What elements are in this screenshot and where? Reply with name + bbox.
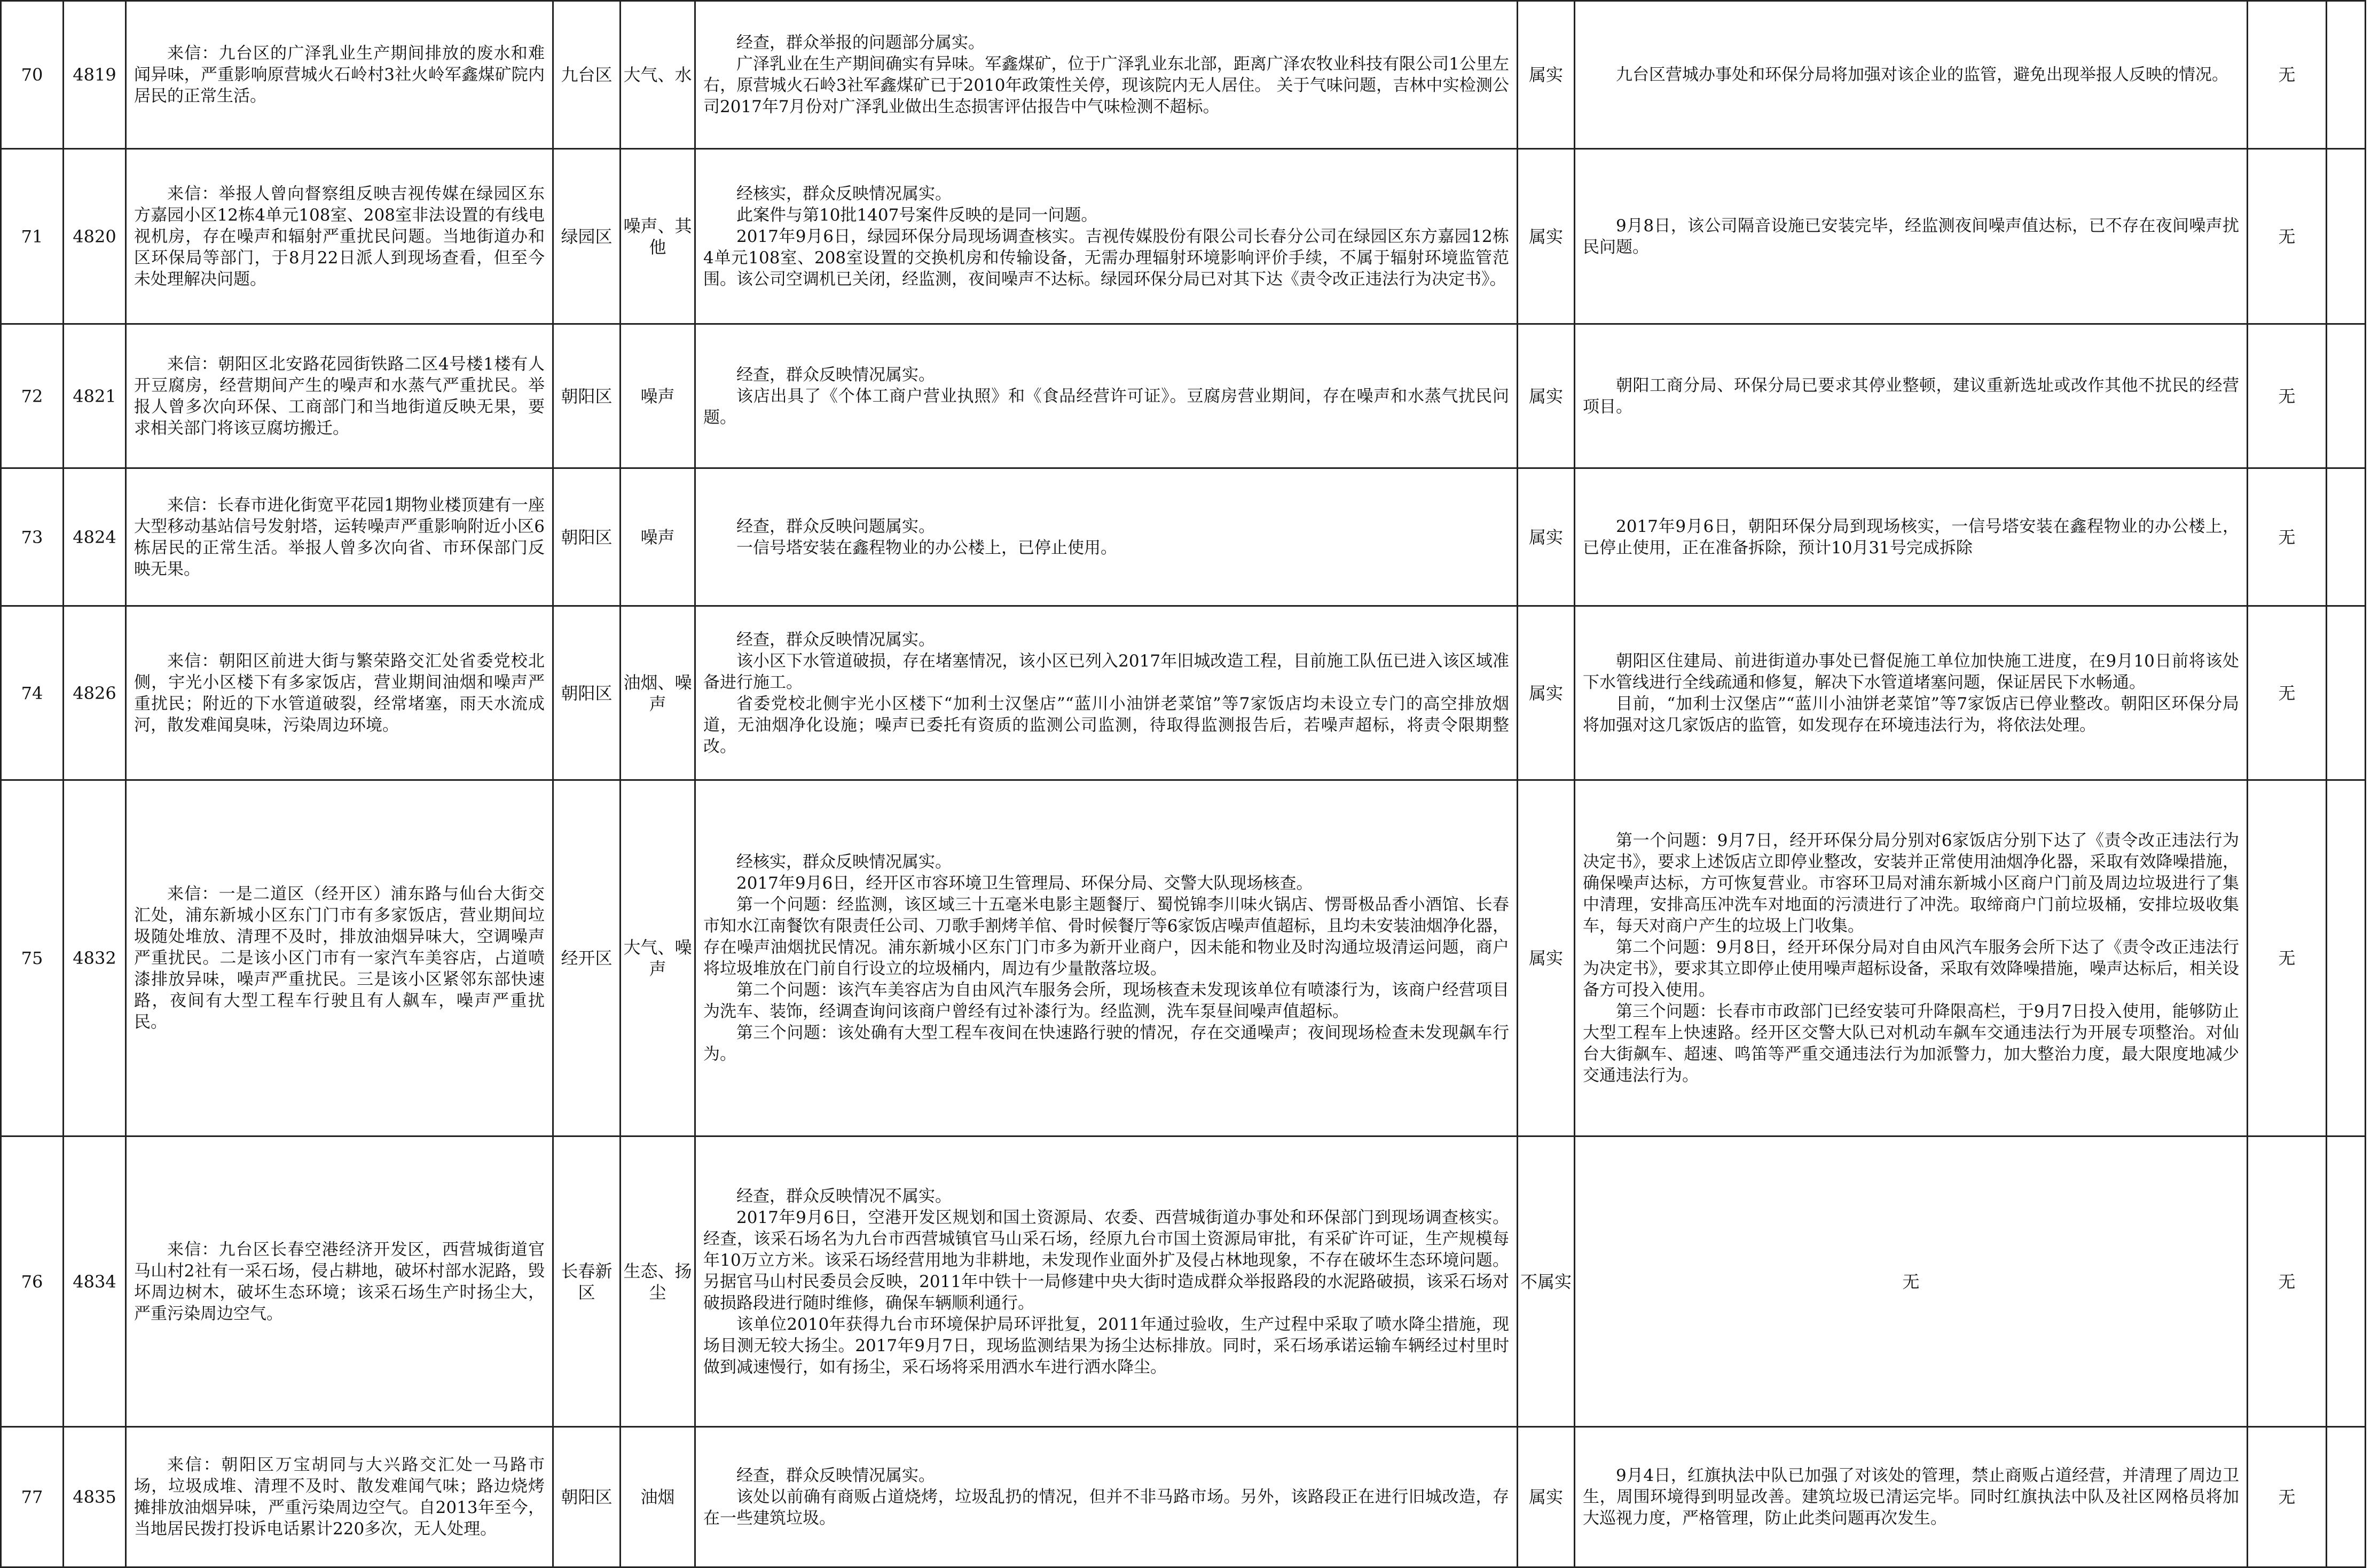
complaint-letter [126,606,553,780]
accountability: 无 [2248,1136,2327,1427]
district: 经开区 [553,780,621,1136]
row-number: 74 [1,606,64,780]
accountability: 无 [2248,1,2327,149]
row-number: 72 [1,324,64,468]
investigation-findings-paragraph: 2017年9月6日，空港开发区规划和国土资源局、农委、西营城街道办事处和环保部门到现场调查核实。经查，该采石场名为九台市西营城镇官马山采石场，经原九台市国土资源局审批，有采矿许可证，生产规模每年10万立方米。该采石场经营用地为非耕地，未发现作业面外扩及侵占林地现象，不存在破坏生态环境问题。另据官马山村民委员会反映，2011年中铁十一局修建中央大街时造成群众举报路段的水泥路破损，该采石场对破损路段进行随时维修，确保车辆顺利通行。 [703,1208,1509,1313]
blank-column [2327,324,2366,468]
case-id: 4824 [64,468,126,606]
investigation-findings-paragraph: 广泽乳业在生产期间确实有异味。军鑫煤矿，位于广泽乳业东北部，距离广泽农牧业科技有限公司1公里左右，原营城火石岭3社军鑫煤矿已于2010年政策性关停，现该院内无人居住。 关于气味问题，吉林中实检测公司2017年7月份对广泽乳业做出生态损害评估报告中气味检测不超标。 [703,54,1509,116]
accountability: 无 [2248,780,2327,1136]
pollution-type: 油烟、噪声 [621,606,695,780]
verdict: 属实 [1518,606,1575,780]
blank-column [2327,1,2366,149]
complaint-letter [126,1,553,149]
handling-result-paragraph: 朝阳区住建局、前进街道办事处已督促施工单位加快施工进度，在9月10日前将该处下水管线进行全线疏通和修复，解决下水管道堵塞问题，保证居民下水畅通。 [1583,651,2239,692]
pollution-type: 大气、噪声 [621,780,695,1136]
accountability: 无 [2248,606,2327,780]
complaint-letter-text: 来信：朝阳区北安路花园街铁路二区4号楼1楼有人开豆腐房，经营期间产生的噪声和水蒸气严重扰民。举报人曾多次向环保、工商部门和当地街道反映无果，要求相关部门将该豆腐坊搬迁。 [134,354,545,438]
pollution-type: 大气、水 [621,1,695,149]
investigation-findings-paragraph: 经核实，群众反映情况属实。 [736,852,952,872]
verdict: 属实 [1518,780,1575,1136]
table-row [1,606,2366,780]
handling-result-paragraph: 第三个问题：长春市市政部门已经安装可升降限高栏，于9月7日投入使用，能够防止大型工程车上快速路。经开区交警大队已对机动车飙车交通违法行为开展专项整治。对仙台大街飙车、超速、鸣笛等严重交通违法行为加派警力，加大整治力度，最大限度地减少交通违法行为。 [1583,1002,2239,1085]
district: 朝阳区 [553,1427,621,1567]
investigation-findings-paragraph: 第二个问题：该汽车美容店为自由风汽车服务会所，现场核查未发现该单位有喷漆行为，该商户经营项目为洗车、装饰，经调查询问该商户曾经有过补漆行为。经监测，洗车泵昼间噪声值超标。 [703,981,1509,1021]
handling-result [1575,149,2248,324]
investigation-findings-paragraph: 该小区下水管道破损，存在堵塞情况，该小区已列入2017年旧城改造工程，目前施工队伍已进入该区域准备进行施工。 [703,651,1509,692]
complaint-letter [126,324,553,468]
complaint-letter-text: 来信：朝阳区前进大街与繁荣路交汇处省委党校北侧，宇光小区楼下有多家饭店，营业期间油烟和噪声严重扰民；附近的下水管道破裂，经常堵塞，雨天水流成河，散发难闻臭味，污染周边环境。 [134,651,545,735]
table-row [1,1,2366,149]
table-row [1,1136,2366,1427]
pollution-type: 噪声 [621,468,695,606]
table-row [1,149,2366,324]
verdict: 属实 [1518,1,1575,149]
table-row [1,468,2366,606]
handling-result-paragraph: 9月4日，红旗执法中队已加强了对该处的管理，禁止商贩占道经营，并清理了周边卫生，周围环境得到明显改善。建筑垃圾已清运完毕。同时红旗执法中队及社区网格员将加大巡视力度，严格管理，防止此类问题再次发生。 [1583,1466,2239,1528]
handling-result [1575,324,2248,468]
row-number: 73 [1,468,64,606]
complaint-letter-text: 来信：九台区的广泽乳业生产期间排放的废水和难闻异味，严重影响原营城火石岭村3社火岭军鑫煤矿院内居民的正常生活。 [134,44,545,106]
investigation-findings [695,780,1518,1136]
investigation-findings-paragraph: 经查，群众反映情况不属实。 [736,1186,952,1206]
investigation-findings-paragraph: 2017年9月6日，经开区市容环境卫生管理局、环保分局、交警大队现场核查。 [736,874,1313,893]
row-number: 77 [1,1427,64,1567]
accountability: 无 [2248,1427,2327,1567]
complaint-letter [126,1136,553,1427]
district: 朝阳区 [553,468,621,606]
investigation-findings [695,1427,1518,1567]
row-number: 70 [1,1,64,149]
blank-column [2327,468,2366,606]
case-id: 4834 [64,1136,126,1427]
case-id: 4826 [64,606,126,780]
investigation-findings [695,149,1518,324]
verdict: 属实 [1518,324,1575,468]
investigation-findings-paragraph: 此案件与第10批1407号案件反映的是同一问题。 [736,205,1098,225]
investigation-findings [695,324,1518,468]
verdict: 属实 [1518,468,1575,606]
investigation-findings-paragraph: 经查，群众举报的问题部分属实。 [736,33,985,52]
handling-result-paragraph: 2017年9月6日，朝阳环保分局到现场核实，一信号塔安装在鑫程物业的办公楼上，已停止使用，正在准备拆除，预计10月31号完成拆除 [1583,516,2239,558]
verdict: 不属实 [1518,1136,1575,1427]
investigation-findings-paragraph: 经查，群众反映问题属实。 [736,516,935,536]
row-number: 76 [1,1136,64,1427]
investigation-findings [695,1,1518,149]
handling-result [1575,780,2248,1136]
handling-result [1575,1,2248,149]
complaint-letter [126,468,553,606]
complaint-letter [126,1427,553,1567]
accountability: 无 [2248,149,2327,324]
district: 九台区 [553,1,621,149]
handling-result-paragraph: 第一个问题：9月7日，经开环保分局分别对6家饭店分别下达了《责令改正违法行为决定书》，要求上述饭店立即停业整改，安装并正常使用油烟净化器，采取有效降噪措施，确保噪声达标，方可恢复营业。市容环卫局对浦东新城小区商户门前及周边垃圾进行了集中清理，安排高压冲洗车对地面的污渍进行了冲洗。取缔商户门前垃圾桶，安排垃圾收集车，每天对商户产生的垃圾上门收集。 [1583,831,2239,936]
complaint-letter-text: 来信：长春市进化街宽平花园1期物业楼顶建有一座大型移动基站信号发射塔，运转噪声严重影响附近小区6栋居民的正常生活。举报人曾多次向省、市环保部门反映无果。 [134,495,545,579]
complaint-letter-text: 来信：举报人曾向督察组反映吉视传媒在绿园区东方嘉园小区12栋4单元108室、208室非法设置的有线电视机房，存在噪声和辐射严重扰民问题。当地街道办和区环保局等部门，于8月22日派人到现场查看，但至今未处理解决问题。 [134,184,545,289]
table-row [1,324,2366,468]
table-row [1,1427,2366,1567]
complaint-letter-text: 来信：朝阳区万宝胡同与大兴路交汇处一马路市场，垃圾成堆、清理不及时、散发难闻气味；路边烧烤摊排放油烟异味，严重污染周边空气。自2013年至今，当地居民拨打投诉电话累计220多次，无人处理。 [134,1455,545,1539]
investigation-findings-paragraph: 该单位2010年获得九台市环境保护局环评批复，2011年通过验收，生产过程中采取了喷水降尘措施，现场目测无较大扬尘。2017年9月7日，现场监测结果为扬尘达标排放。同时，采石场承诺运输车辆经过村里时做到减速慢行，如有扬尘，采石场将采用洒水车进行洒水降尘。 [703,1314,1509,1377]
blank-column [2327,780,2366,1136]
complaint-letter [126,780,553,1136]
handling-result-paragraph: 九台区营城办事处和环保分局将加强对该企业的监管，避免出现举报人反映的情况。 [1616,65,2228,84]
accountability: 无 [2248,468,2327,606]
case-id: 4821 [64,324,126,468]
investigation-findings-paragraph: 经查，群众反映情况属实。 [736,630,935,649]
pollution-type: 噪声 [621,324,695,468]
case-id: 4820 [64,149,126,324]
investigation-findings-paragraph: 经查，群众反映情况属实。 [736,365,935,385]
blank-column [2327,1136,2366,1427]
handling-result [1575,1427,2248,1567]
blank-column [2327,1427,2366,1567]
investigation-findings [695,1136,1518,1427]
row-number: 75 [1,780,64,1136]
investigation-findings-paragraph: 第三个问题：该处确有大型工程车夜间在快速路行驶的情况，存在交通噪声；夜间现场检查未发现飙车行为。 [703,1023,1509,1064]
handling-result [1575,468,2248,606]
investigation-findings-paragraph: 2017年9月6日，绿园环保分局现场调查核实。吉视传媒股份有限公司长春分公司在绿园区东方嘉园12栋4单元108室、208室设置的交换机房和传输设备，无需办理辐射环境影响评价手续，不属于辐射环境监管范围。该公司空调机已关闭，经监测，夜间噪声不达标。绿园环保分局已对其下达《责令改正违法行为决定书》。 [703,226,1509,289]
handling-result-paragraph: 目前，“加利士汉堡店”“蓝川小油饼老菜馆”等7家饭店已停业整改。朝阳区环保分局将加强对这几家饭店的监管，如发现存在环境违法行为，将依法处理。 [1583,694,2239,735]
pollution-type: 油烟 [621,1427,695,1567]
case-id: 4835 [64,1427,126,1567]
handling-result-paragraph: 第二个问题：9月8日，经开环保分局对自由风汽车服务会所下达了《责令改正违法行为决定书》，要求其立即停止使用噪声超标设备，采取有效降噪措施，噪声达标后，相关设备方可投入使用。 [1583,938,2239,1000]
complaint-letter-text: 来信：九台区长春空港经济开发区，西营城街道官马山村2社有一采石场，侵占耕地，破坏村部水泥路，毁坏周边树木，破坏生态环境；该采石场生产时扬尘大，严重污染周边空气。 [134,1240,545,1323]
verdict: 属实 [1518,1427,1575,1567]
investigation-findings-paragraph: 经核实，群众反映情况属实。 [736,184,952,203]
district: 朝阳区 [553,324,621,468]
row-number: 71 [1,149,64,324]
handling-result-paragraph: 朝阳工商分局、环保分局已要求其停业整顿，建议重新选址或改作其他不扰民的经营项目。 [1583,375,2239,417]
investigation-findings [695,606,1518,780]
pollution-type: 噪声、其他 [621,149,695,324]
district: 长春新区 [553,1136,621,1427]
case-id: 4832 [64,780,126,1136]
accountability: 无 [2248,324,2327,468]
table-body [1,1,2366,1567]
investigation-findings [695,468,1518,606]
blank-column [2327,606,2366,780]
investigation-findings-paragraph: 经查，群众反映情况属实。 [736,1466,935,1485]
investigation-findings-paragraph: 该店出具了《个体工商户营业执照》和《食品经营许可证》。豆腐房营业期间，存在噪声和水蒸气扰民问题。 [703,386,1509,427]
handling-result-paragraph: 9月8日，该公司隔音设施已安装完毕，经监测夜间噪声值达标，已不存在夜间噪声扰民问题。 [1583,216,2239,257]
investigation-findings-paragraph: 省委党校北侧宇光小区楼下“加利士汉堡店”“蓝川小油饼老菜馆”等7家饭店均未设立专门的高空排放烟道，无油烟净化设施；噪声已委托有资质的监测公司监测，待取得监测报告后，若噪声超标，将责令限期整改。 [703,694,1509,756]
complaint-letter-text: 来信：一是二道区（经开区）浦东路与仙台大街交汇处，浦东新城小区东门门市有多家饭店，营业期间垃圾随处堆放、清理不及时，排放油烟异味大，空调噪声严重扰民。二是该小区门市有一家汽车美容店，占道喷漆排放异味，噪声严重扰民。三是该小区紧邻东部快速路，夜间有大型工程车行驶且有人飙车，噪声严重扰民。 [134,884,545,1032]
handling-result [1575,606,2248,780]
investigation-findings-paragraph: 第一个问题：经监测，该区域三十五毫米电影主题餐厅、蜀悦锦李川味火锅店、愣哥极品香小酒馆、长春市知水江南餐饮有限责任公司、刀歌手割烤羊倌、骨时候餐厅等6家饭店噪声值超标，且均未安装油烟净化器，存在噪声油烟扰民情况。浦东新城小区东门门市多为新开业商户，因未能和物业及时沟通垃圾清运问题，商户将垃圾堆放在门前自行设立的垃圾桶内，周边有少量散落垃圾。 [703,895,1509,978]
verdict: 属实 [1518,149,1575,324]
district: 绿园区 [553,149,621,324]
complaint-letter [126,149,553,324]
investigation-findings-paragraph: 该处以前确有商贩占道烧烤，垃圾乱扔的情况，但并不非马路市场。另外，该路段正在进行旧城改造，存在一些建筑垃圾。 [703,1487,1509,1528]
pollution-type: 生态、扬尘 [621,1136,695,1427]
district: 朝阳区 [553,606,621,780]
handling-result: 无 [1575,1136,2248,1427]
investigation-findings-paragraph: 一信号塔安装在鑫程物业的办公楼上，已停止使用。 [736,538,1117,558]
table-row [1,780,2366,1136]
blank-column [2327,149,2366,324]
case-id: 4819 [64,1,126,149]
